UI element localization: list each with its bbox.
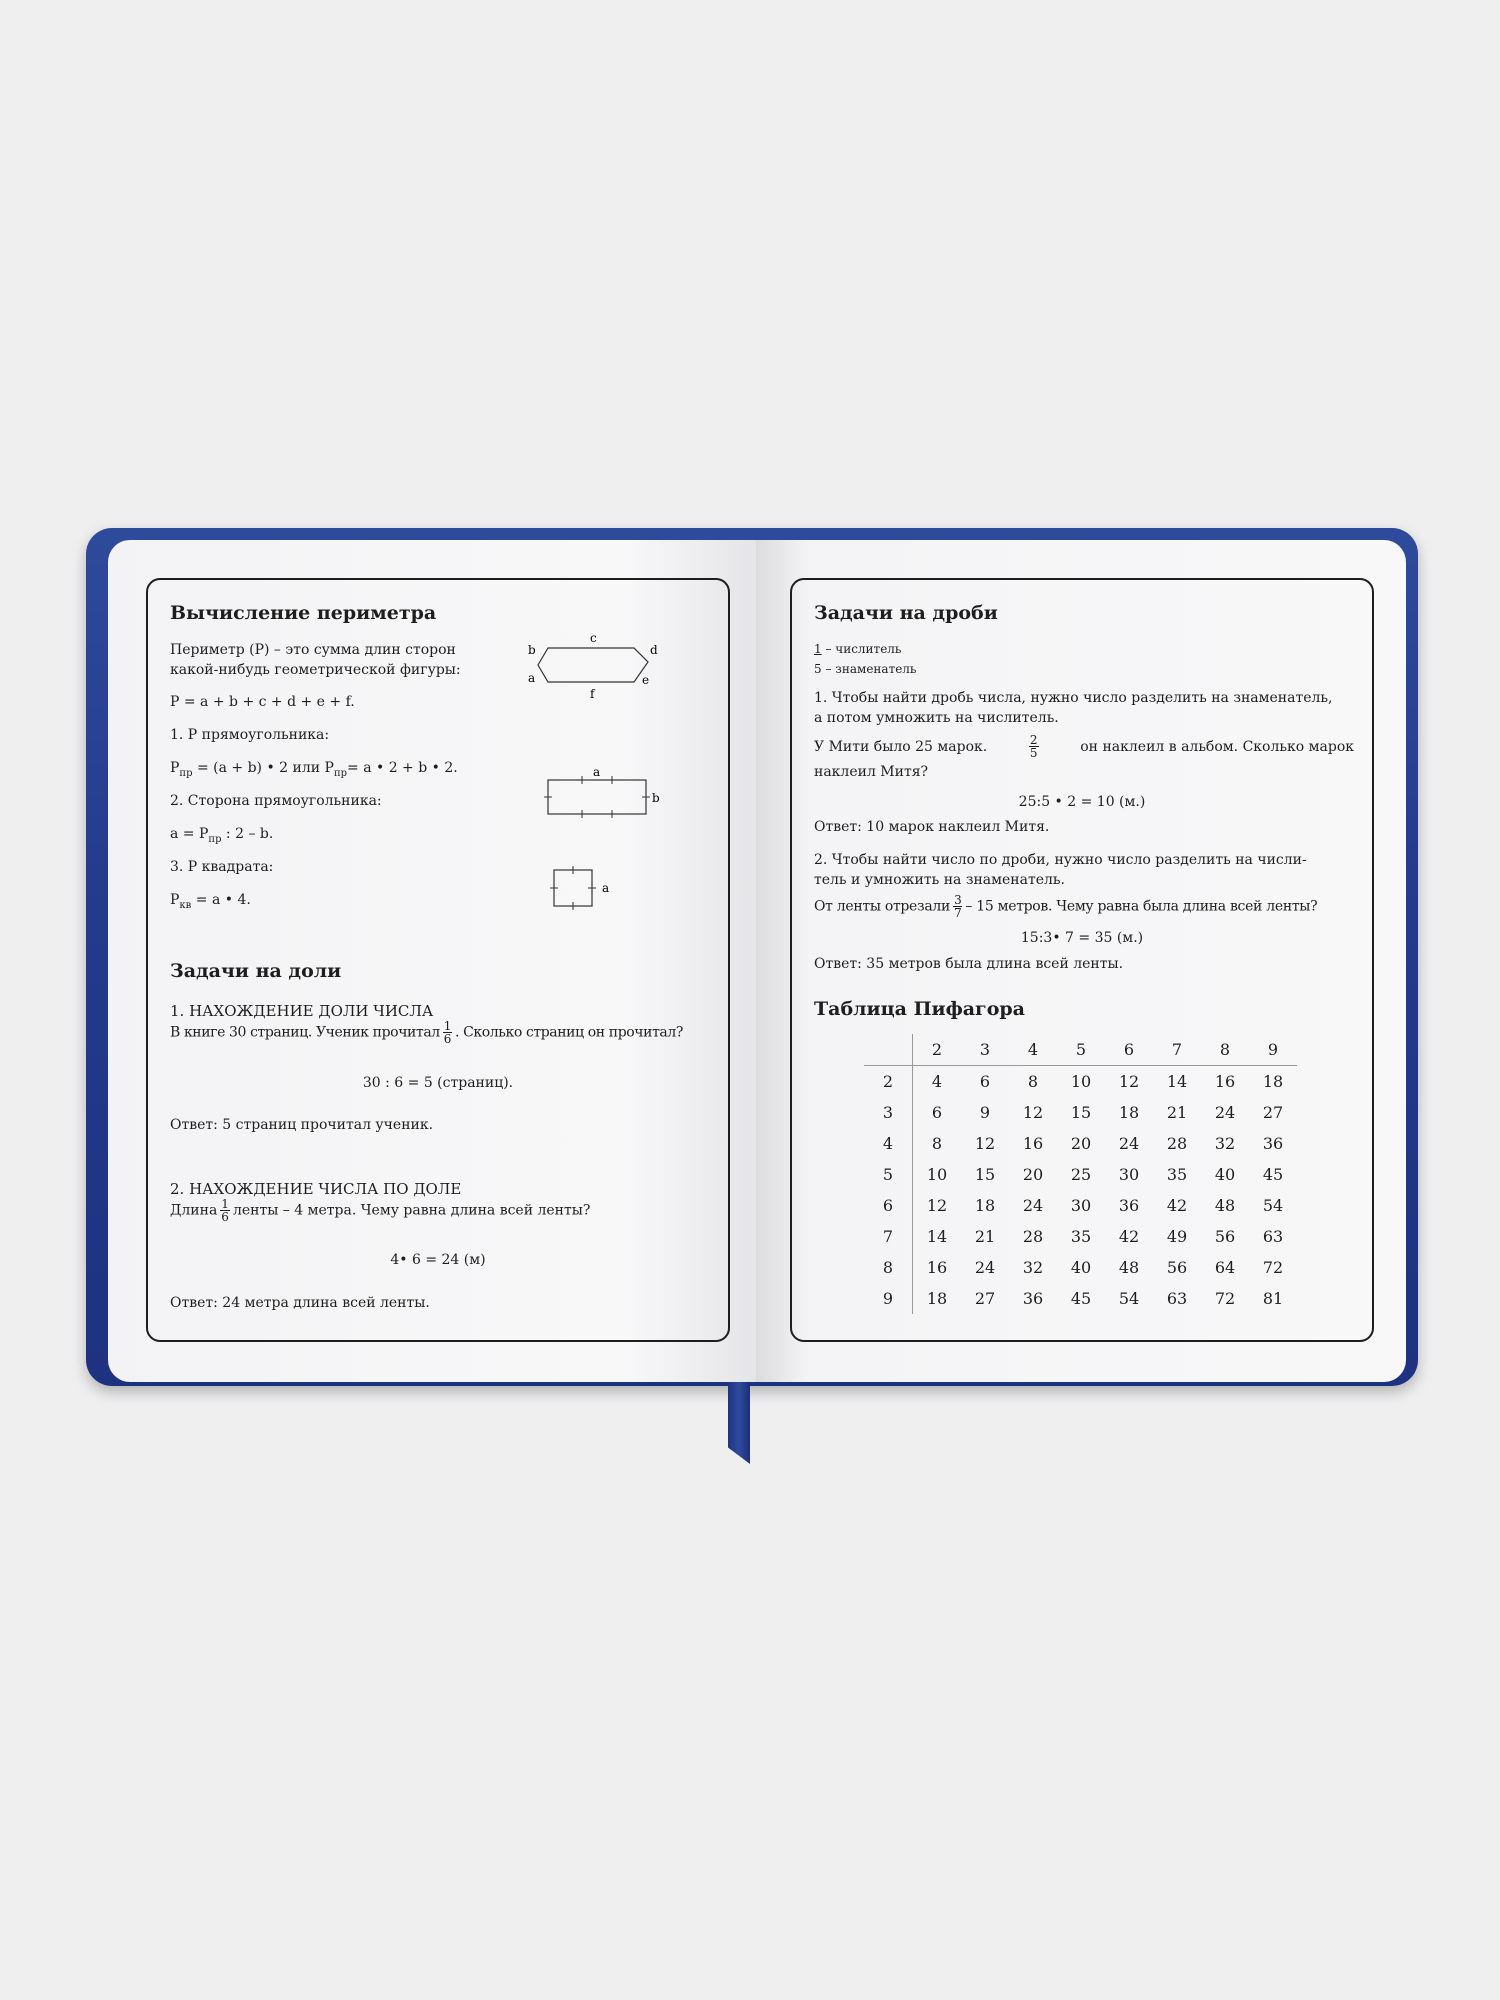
right-page [756,540,1406,1382]
pythagoras-col-header: 7 [1153,1034,1201,1066]
hex-label-e: e [642,673,650,687]
pythagoras-cell: 6 [931,1103,943,1122]
left-page [108,540,756,1382]
square-perimeter-formula: $Р_{кв} = a$ • 4. [170,892,251,911]
square-shape [554,870,592,906]
pythagoras-col-header: 2 [913,1034,962,1066]
pythagoras-cell: 28 [1022,1227,1044,1246]
pythagoras-cell: 6 [979,1072,991,1091]
pythagoras-cell: 48 [1214,1196,1236,1215]
pythagoras-row-header: 8 [864,1252,913,1283]
shares-calc1: 30 : 6 = 5 (страниц). [362,1075,514,1091]
pythagoras-cell: 24 [1214,1103,1236,1122]
perimeter-formula: Р = a + b + c + d + e + f. [170,694,355,710]
denominator-note: 5 – знаменатель [814,662,917,676]
pythagoras-cell: 10 [926,1165,948,1184]
pythagoras-cell: 24 [1118,1134,1140,1153]
pythagoras-cell: 15 [974,1165,996,1184]
pythagoras-cell: 18 [1118,1103,1140,1122]
fractions-calc2: 15:3• 7 = 35 (м.) [1020,930,1144,946]
fractions-rule1-line2: а потом умножить на числитель. [814,710,1059,726]
bookmark-ribbon [728,1372,750,1464]
pythagoras-cell: 21 [1166,1103,1188,1122]
hexagon-shape [538,648,648,682]
pythagoras-table [864,1034,1297,1314]
pythagoras-cell: 14 [1166,1072,1188,1091]
pythagoras-row [864,1190,1297,1221]
hex-label-c: c [590,631,597,645]
fractions-answer2: Ответ: 35 метров была длина всей ленты. [814,956,1124,972]
pythagoras-col-header: 4 [1009,1034,1057,1066]
pythagoras-cell: 45 [1262,1165,1284,1184]
shares-title: Задачи на доли [170,960,342,982]
pythagoras-row-header: 3 [864,1097,913,1128]
shares-section1-title: 1. НАХОЖДЕНИЕ ДОЛИ ЧИСЛА [170,1002,434,1020]
rectangle-shape [548,780,646,814]
pythagoras-cell: 36 [1022,1289,1044,1308]
fractions-rule2-line2: тель и умножить на знаменатель. [814,872,1065,888]
pythagoras-cell: 30 [1118,1165,1140,1184]
pythagoras-cell: 18 [1262,1072,1284,1091]
pythagoras-cell: 72 [1262,1258,1284,1277]
fractions-rule1-line1: 1. Чтобы найти дробь числа, нужно число разделить на знаменатель, [814,690,1333,706]
pythagoras-cell: 8 [1027,1072,1039,1091]
pythagoras-cell: 42 [1166,1196,1188,1215]
pythagoras-cell: 63 [1262,1227,1284,1246]
fractions-rule2-line1: 2. Чтобы найти число по дроби, нужно число разделить на числи- [814,852,1307,868]
square-perimeter-label: 3. Р квадрата: [170,859,274,875]
rectangle-side-formula: $a = Р_{пр}$ : 2 – b. [170,826,274,845]
pythagoras-cell: 42 [1118,1227,1140,1246]
shares-problem1: В книге 30 страниц. Ученик прочитал $\frac{1}{6}$ . Сколько страниц он прочитал? [170,1019,683,1046]
rectangle-perimeter-label: 1. Р прямоугольника: [170,727,330,743]
shares-answer1: Ответ: 5 страниц прочитал ученик. [170,1117,434,1133]
pythagoras-cell: 36 [1118,1196,1140,1215]
pythagoras-cell: 10 [1070,1072,1092,1091]
pythagoras-cell: 35 [1166,1165,1188,1184]
pythagoras-cell: 56 [1166,1258,1188,1277]
hex-label-b: b [528,643,536,657]
pythagoras-row [864,1128,1297,1159]
fractions-problem1-line1: У Мити было 25 марок. $\frac{2}{5}$ он наклеил в альбом. Сколько марок [814,733,1354,760]
pythagoras-col-header: 3 [961,1034,1009,1066]
pythagoras-cell: 20 [1022,1165,1044,1184]
pythagoras-row [864,1252,1297,1283]
pythagoras-row-header: 5 [864,1159,913,1190]
pythagoras-cell: 30 [1070,1196,1092,1215]
pythagoras-cell: 36 [1262,1134,1284,1153]
numerator-note: 1 – числитель [814,642,902,656]
pythagoras-cell: 54 [1118,1289,1140,1308]
pythagoras-cell: 72 [1214,1289,1236,1308]
pythagoras-cell: 28 [1166,1134,1188,1153]
shares-answer2: Ответ: 24 метра длина всей ленты. [170,1295,430,1311]
rect-label-a: a [593,766,601,779]
pythagoras-cell: 16 [926,1258,948,1277]
hex-label-a: a [528,671,536,685]
left-panel [146,578,730,1342]
pythagoras-cell: 12 [1022,1103,1044,1122]
pythagoras-col-header: 8 [1201,1034,1249,1066]
pythagoras-row-header: 2 [864,1066,913,1098]
pythagoras-corner [864,1034,913,1066]
perimeter-title: Вычисление периметра [170,602,437,624]
right-panel [790,578,1374,1342]
pythagoras-row-header: 7 [864,1221,913,1252]
pythagoras-cell: 81 [1262,1289,1284,1308]
shares-problem2: Длина $\frac{1}{6}$ ленты – 4 метра. Чему равна длина всей ленты? [170,1197,591,1224]
fractions-problem2: От ленты отрезали $\frac{3}{7}$ – 15 метров. Чему равна была длина всей ленты? [814,893,1318,920]
pythagoras-cell: 27 [1262,1103,1284,1122]
pythagoras-cell: 14 [926,1227,948,1246]
pythagoras-cell: 49 [1166,1227,1188,1246]
pythagoras-cell: 12 [1118,1072,1140,1091]
shares-calc2: 4• 6 = 24 (м) [390,1252,486,1268]
rectangle-side-label: 2. Сторона прямоугольника: [170,793,382,809]
pythagoras-col-header: 5 [1057,1034,1105,1066]
pythagoras-cell: 16 [1022,1134,1044,1153]
pythagoras-row [864,1221,1297,1252]
pythagoras-cell: 16 [1214,1072,1236,1091]
pythagoras-cell: 54 [1262,1196,1284,1215]
pythagoras-cell: 24 [1022,1196,1044,1215]
pythagoras-cell: 12 [926,1196,948,1215]
pythagoras-row [864,1097,1297,1128]
shares-section2-title: 2. НАХОЖДЕНИЕ ЧИСЛА ПО ДОЛЕ [170,1180,462,1198]
pythagoras-cell: 63 [1166,1289,1188,1308]
rect-label-b: b [652,791,660,805]
pythagoras-cell: 32 [1214,1134,1236,1153]
pythagoras-cell: 24 [974,1258,996,1277]
pythagoras-row [864,1283,1297,1314]
pythagoras-row-header: 4 [864,1128,913,1159]
pythagoras-cell: 35 [1070,1227,1092,1246]
pythagoras-cell: 64 [1214,1258,1236,1277]
pythagoras-cell: 32 [1022,1258,1044,1277]
rectangle-perimeter-formula: $Р_{пр} = (a + b)$ • 2 или $Р_{пр}= a$ • 2 + b • 2. [170,760,458,779]
pythagoras-row-header: 9 [864,1283,913,1314]
pythagoras-title: Таблица Пифагора [814,998,1025,1020]
pythagoras-row [864,1066,1297,1098]
pythagoras-cell: 21 [974,1227,996,1246]
pythagoras-cell: 12 [974,1134,996,1153]
pythagoras-cell: 18 [974,1196,996,1215]
fractions-title: Задачи на дроби [814,602,998,624]
square-diagram [546,860,616,914]
hex-label-d: d [650,643,658,657]
pythagoras-cell: 8 [931,1134,943,1153]
pythagoras-cell: 56 [1214,1227,1236,1246]
pythagoras-cell: 9 [979,1103,991,1122]
hex-label-f: f [590,687,595,701]
fractions-answer1: Ответ: 10 марок наклеил Митя. [814,819,1050,835]
perimeter-intro-line2: какой-нибудь геометрической фигуры: [170,662,461,678]
pythagoras-col-header: 9 [1249,1034,1297,1066]
pythagoras-header-row [864,1034,1297,1066]
perimeter-intro-line1: Периметр (Р) – это сумма длин сторон [170,642,456,658]
pythagoras-col-header: 6 [1105,1034,1153,1066]
pythagoras-cell: 15 [1070,1103,1092,1122]
pythagoras-cell: 18 [926,1289,948,1308]
hexagon-diagram [526,628,676,718]
pythagoras-cell: 40 [1214,1165,1236,1184]
pythagoras-cell: 40 [1070,1258,1092,1277]
pythagoras-cell: 45 [1070,1289,1092,1308]
rectangle-diagram [542,766,672,826]
pythagoras-cell: 20 [1070,1134,1092,1153]
square-label-a: a [602,881,610,895]
pythagoras-cell: 27 [974,1289,996,1308]
fractions-calc1: 25:5 • 2 = 10 (м.) [1018,794,1146,810]
fractions-problem1-line2: наклеил Митя? [814,764,929,780]
pythagoras-row-header: 6 [864,1190,913,1221]
pythagoras-cell: 25 [1070,1165,1092,1184]
pythagoras-row [864,1159,1297,1190]
pythagoras-cell: 4 [931,1072,943,1091]
pythagoras-cell: 48 [1118,1258,1140,1277]
